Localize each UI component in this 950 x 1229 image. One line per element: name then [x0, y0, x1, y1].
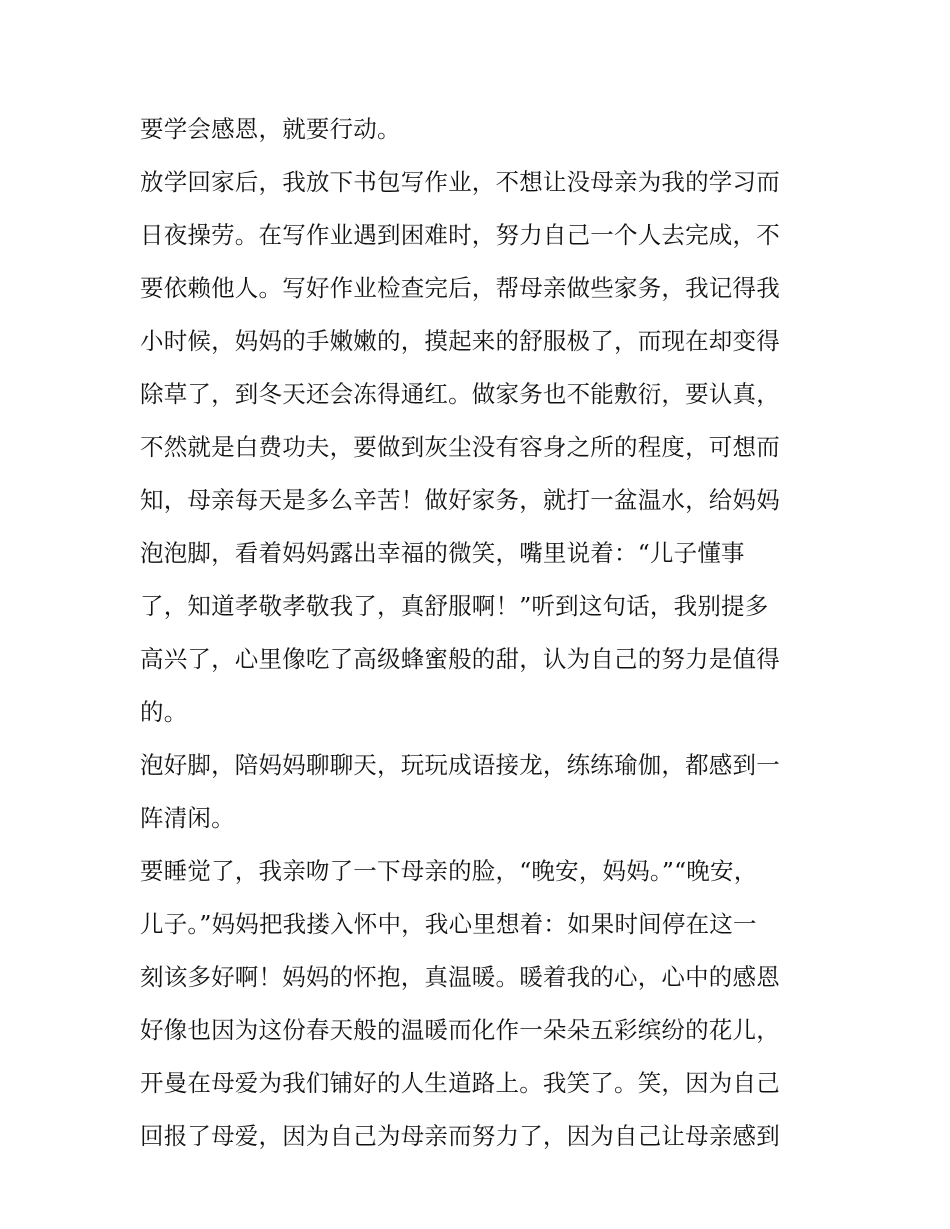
text-line-6: 除草了，到冬天还会冻得通红。做家务也不能敷衍，要认真，: [140, 380, 780, 408]
text-line-7: 不然就是白费功夫，要做到灰尘没有容身之所的程度，可想而: [140, 433, 780, 461]
text-line-12: 的。: [140, 698, 188, 726]
essay-text-block: [140, 103, 820, 1163]
text-line-3: 日夜操劳。在写作业遇到困难时，努力自己一个人去完成，不: [140, 221, 780, 249]
text-line-16: 儿子。”妈妈把我搂入怀中，我心里想着：如果时间停在这一: [140, 910, 757, 938]
text-line-17: 刻该多好啊！妈妈的怀抱，真温暖。暖着我的心，心中的感恩: [140, 963, 780, 991]
text-line-9: 泡泡脚，看着妈妈露出幸福的微笑，嘴里说着：“儿子懂事: [140, 539, 745, 567]
text-line-14: 阵清闲。: [140, 804, 235, 832]
text-line-8: 知，母亲每天是多么辛苦！做好家务，就打一盆温水，给妈妈: [140, 486, 780, 514]
text-line-1: 要学会感恩，就要行动。: [140, 115, 401, 143]
text-line-18: 好像也因为这份春天般的温暖而化作一朵朵五彩缤纷的花儿，: [140, 1016, 780, 1044]
text-line-15: 要睡觉了，我亲吻了一下母亲的脸，“晚安，妈妈。”“晚安，: [140, 857, 758, 885]
text-line-2: 放学回家后，我放下书包写作业，不想让没母亲为我的学习而: [140, 168, 780, 196]
text-line-5: 小时候，妈妈的手嫩嫩的，摸起来的舒服极了，而现在却变得: [140, 327, 780, 355]
text-line-4: 要依赖他人。写好作业检查完后，帮母亲做些家务，我记得我: [140, 274, 780, 302]
text-line-19: 开曼在母爱为我们铺好的人生道路上。我笑了。笑，因为自己: [140, 1069, 780, 1097]
text-line-13: 泡好脚，陪妈妈聊聊天，玩玩成语接龙，练练瑜伽，都感到一: [140, 751, 780, 779]
text-line-20: 回报了母爱，因为自己为母亲而努力了，因为自己让母亲感到: [140, 1122, 780, 1150]
text-line-10: 了，知道孝敬孝敬我了，真舒服啊！”听到这句话，我别提多: [140, 592, 769, 620]
text-line-11: 高兴了，心里像吃了高级蜂蜜般的甜，认为自己的努力是值得: [140, 645, 780, 673]
